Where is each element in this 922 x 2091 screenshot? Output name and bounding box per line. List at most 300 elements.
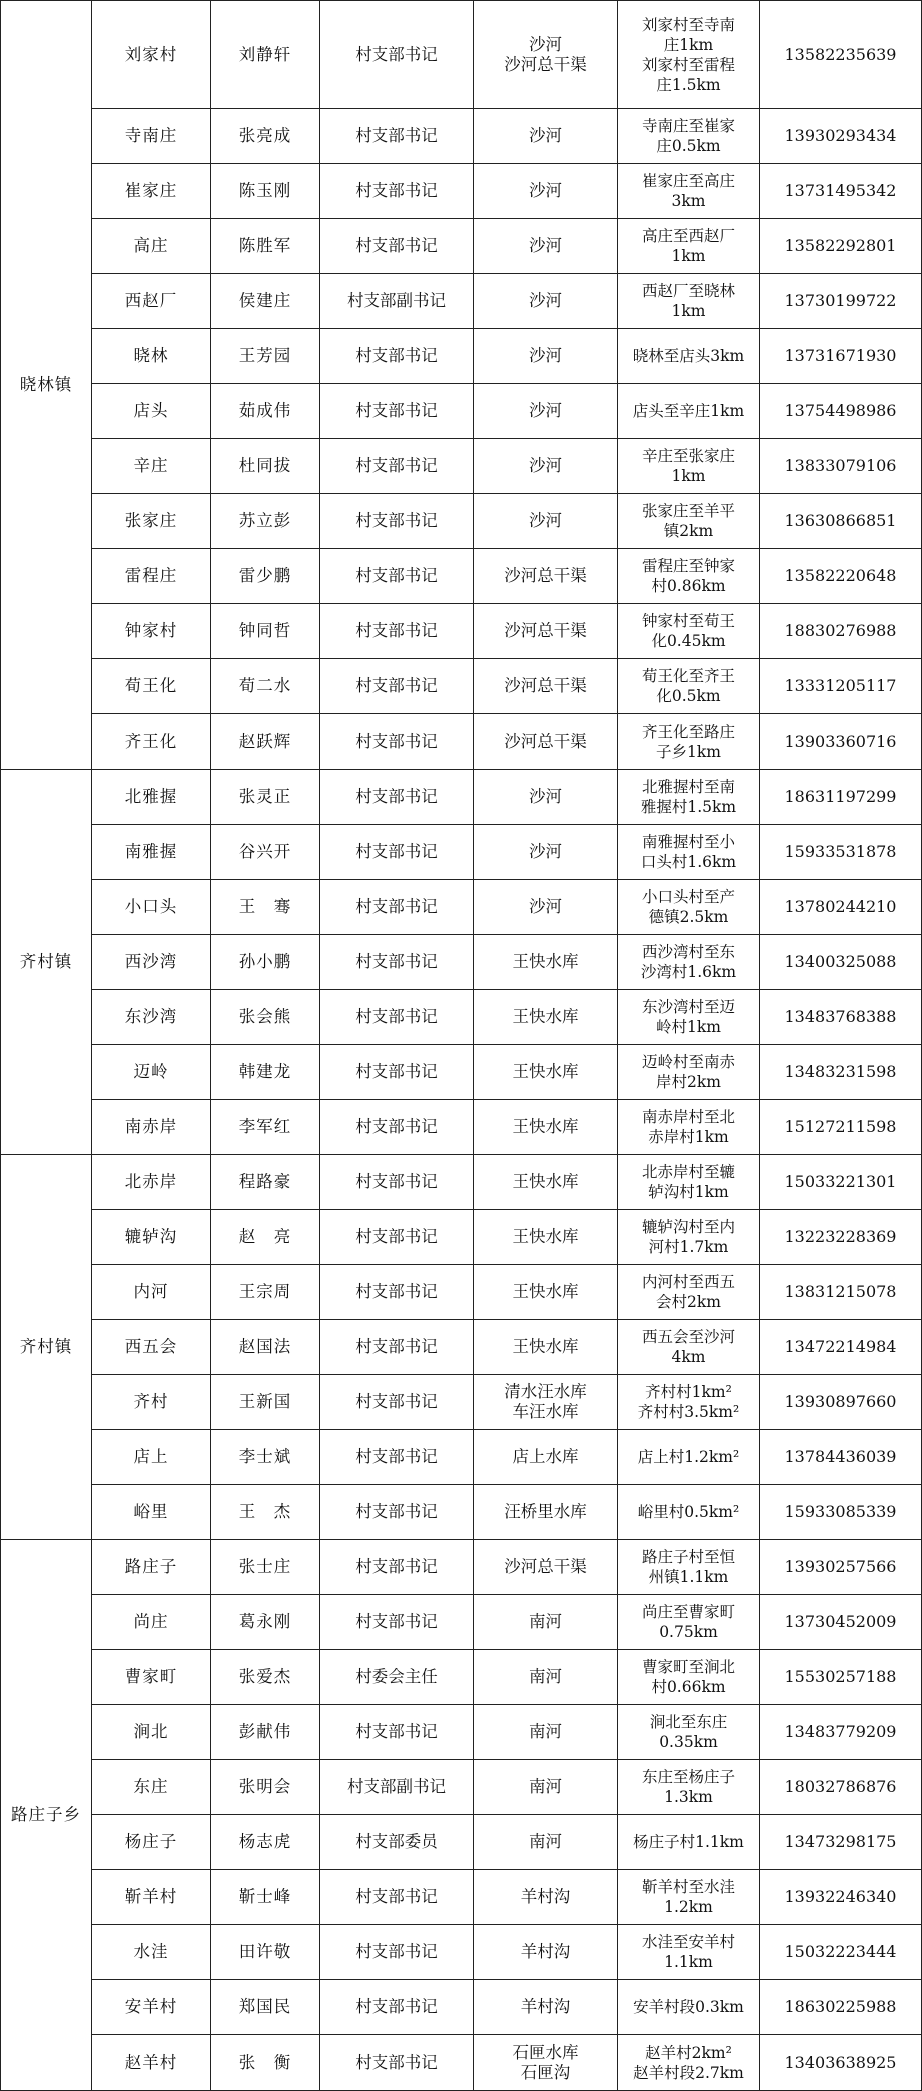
- distance-cell: [618, 1980, 760, 2035]
- name-cell: 王宗周: [211, 1265, 320, 1320]
- river-line: 王快水库: [512, 1282, 579, 1301]
- phone-cell: 13780244210: [760, 880, 922, 935]
- distance-line: 德镇2.5km: [648, 908, 729, 926]
- table-row: [1, 935, 922, 990]
- distance-line: 刘家村至雷程: [641, 55, 735, 74]
- position-cell: 村支部书记: [320, 1265, 474, 1320]
- distance-line: 崔家庄至高庄: [641, 172, 735, 190]
- river-line: 沙河: [529, 401, 562, 420]
- position-cell: 村支部书记: [320, 219, 474, 274]
- name-cell: 张爱杰: [211, 1650, 320, 1705]
- table-row: [1, 1210, 922, 1265]
- river-cell: [474, 1485, 618, 1540]
- distance-line: 西五会至沙河: [641, 1328, 735, 1346]
- table-row: [1, 1650, 922, 1705]
- river-line: 王快水库: [512, 1062, 579, 1081]
- position-cell: 村支部副书记: [320, 1760, 474, 1815]
- village-cell: 钟家村: [92, 604, 211, 659]
- table-row: [1, 494, 922, 549]
- name-cell: 侯建庄: [211, 274, 320, 329]
- distance-cell: [618, 219, 760, 274]
- position-cell: 村支部书记: [320, 1925, 474, 1980]
- river-line: 王快水库: [512, 952, 579, 971]
- village-cell: 赵羊村: [92, 2035, 211, 2091]
- table-row: [1, 219, 922, 274]
- table-row: [1, 1, 922, 109]
- name-cell: 张士庄: [211, 1540, 320, 1595]
- distance-cell: [618, 825, 760, 880]
- name-cell: 王芳园: [211, 329, 320, 384]
- distance-cell: [618, 1375, 760, 1430]
- phone-cell: 18032786876: [760, 1760, 922, 1815]
- distance-line: 安羊村段0.3km: [633, 1998, 744, 2016]
- village-cell: 水洼: [92, 1925, 211, 1980]
- distance-line: 内河村至西五: [641, 1273, 735, 1291]
- position-cell: 村支部书记: [320, 439, 474, 494]
- river-line: 南河: [529, 1667, 562, 1686]
- distance-line: 杨庄子村1.1km: [633, 1833, 744, 1851]
- distance-line: 4km: [671, 1348, 706, 1366]
- phone-cell: 13930897660: [760, 1375, 922, 1430]
- village-cell: 涧北: [92, 1705, 211, 1760]
- village-cell: 晓林: [92, 329, 211, 384]
- village-cell: 荀王化: [92, 659, 211, 714]
- distance-cell: [618, 109, 760, 164]
- town-cell: 路庄子乡: [1, 1540, 92, 2091]
- town-cell: 齐村镇: [1, 770, 92, 1155]
- name-cell: 田许敬: [211, 1925, 320, 1980]
- position-cell: 村支部书记: [320, 1485, 474, 1540]
- distance-line: 3km: [671, 192, 706, 210]
- position-cell: 村支部书记: [320, 1430, 474, 1485]
- distance-line: 1.2km: [664, 1898, 713, 1916]
- phone-cell: 13930293434: [760, 109, 922, 164]
- distance-line: 东沙湾村至迈: [641, 998, 735, 1016]
- river-line: 沙河总干渠: [504, 1557, 587, 1576]
- position-cell: 村支部书记: [320, 880, 474, 935]
- river-cell: [474, 274, 618, 329]
- river-line: 石匣水库: [512, 2042, 579, 2062]
- distance-cell: [618, 604, 760, 659]
- river-cell: [474, 990, 618, 1045]
- river-cell: [474, 604, 618, 659]
- name-cell: 杜同拔: [211, 439, 320, 494]
- river-cell: [474, 1540, 618, 1595]
- river-line: 沙河: [529, 346, 562, 365]
- name-cell: 王 骞: [211, 880, 320, 935]
- river-cell: [474, 2035, 618, 2091]
- distance-line: 南雅握村至小: [641, 833, 735, 851]
- position-cell: 村支部书记: [320, 1100, 474, 1155]
- village-cell: 小口头: [92, 880, 211, 935]
- river-cell: [474, 825, 618, 880]
- name-cell: 王 杰: [211, 1485, 320, 1540]
- phone-cell: 13903360716: [760, 714, 922, 770]
- distance-line: 齐村村3.5km²: [637, 1403, 740, 1421]
- table-row: [1, 109, 922, 164]
- village-cell: 辘轳沟: [92, 1210, 211, 1265]
- distance-line: 村0.86km: [651, 577, 726, 595]
- name-cell: 茹成伟: [211, 384, 320, 439]
- distance-line: 齐村村1km²: [645, 1383, 732, 1401]
- position-cell: 村支部书记: [320, 384, 474, 439]
- table-row: [1, 164, 922, 219]
- table-row: [1, 329, 922, 384]
- river-cell: [474, 549, 618, 604]
- distance-line: 庄0.5km: [656, 137, 721, 155]
- position-cell: 村支部书记: [320, 935, 474, 990]
- phone-cell: 13223228369: [760, 1210, 922, 1265]
- river-cell: [474, 1, 618, 109]
- distance-line: 沙湾村1.6km: [640, 963, 737, 981]
- name-cell: 陈胜军: [211, 219, 320, 274]
- distance-cell: [618, 659, 760, 714]
- distance-line: 晓林至店头3km: [632, 347, 745, 365]
- distance-line: 村0.66km: [651, 1678, 726, 1696]
- distance-cell: [618, 1760, 760, 1815]
- river-line: 沙河: [529, 34, 562, 54]
- distance-line: 河村1.7km: [648, 1238, 729, 1256]
- position-cell: 村支部书记: [320, 164, 474, 219]
- river-cell: [474, 1320, 618, 1375]
- river-cell: [474, 219, 618, 274]
- village-cell: 路庄子: [92, 1540, 211, 1595]
- village-cell: 曹家町: [92, 1650, 211, 1705]
- river-line: 沙河: [529, 511, 562, 530]
- river-cell: [474, 1430, 618, 1485]
- table-row: [1, 1155, 922, 1210]
- distance-line: 赵羊村2km²: [645, 2043, 732, 2062]
- phone-cell: 13331205117: [760, 659, 922, 714]
- table-row: [1, 770, 922, 825]
- village-cell: 南雅握: [92, 825, 211, 880]
- village-cell: 辛庄: [92, 439, 211, 494]
- distance-cell: [618, 1595, 760, 1650]
- phone-cell: 15033221301: [760, 1155, 922, 1210]
- distance-line: 刘家村至寺南: [641, 15, 735, 34]
- name-cell: 赵国法: [211, 1320, 320, 1375]
- table-row: [1, 604, 922, 659]
- river-line: 沙河总干渠: [504, 731, 587, 751]
- phone-cell: 18631197299: [760, 770, 922, 825]
- river-cell: [474, 1760, 618, 1815]
- position-cell: 村支部书记: [320, 109, 474, 164]
- position-cell: 村支部书记: [320, 1705, 474, 1760]
- distance-line: 荀王化至齐王: [641, 667, 735, 685]
- river-cell: [474, 1870, 618, 1925]
- river-cell: [474, 1155, 618, 1210]
- river-line: 沙河总干渠: [504, 676, 587, 695]
- village-cell: 峪里: [92, 1485, 211, 1540]
- name-cell: 郑国民: [211, 1980, 320, 2035]
- phone-cell: 13582292801: [760, 219, 922, 274]
- name-cell: 雷少鹏: [211, 549, 320, 604]
- distance-cell: [618, 274, 760, 329]
- distance-cell: [618, 1430, 760, 1485]
- phone-cell: 13472214984: [760, 1320, 922, 1375]
- table-row: [1, 1925, 922, 1980]
- position-cell: 村支部书记: [320, 1540, 474, 1595]
- position-cell: 村支部书记: [320, 1155, 474, 1210]
- river-line: 南河: [529, 1832, 562, 1851]
- position-cell: 村支部书记: [320, 714, 474, 770]
- river-cell: [474, 1650, 618, 1705]
- phone-cell: 13731671930: [760, 329, 922, 384]
- village-cell: 靳羊村: [92, 1870, 211, 1925]
- phone-cell: 13483231598: [760, 1045, 922, 1100]
- distance-line: 庄1.5km: [656, 75, 721, 94]
- position-cell: 村支部书记: [320, 549, 474, 604]
- table-row: [1, 549, 922, 604]
- river-line: 王快水库: [512, 1117, 579, 1136]
- phone-cell: 15032223444: [760, 1925, 922, 1980]
- phone-cell: 13473298175: [760, 1815, 922, 1870]
- village-cell: 齐王化: [92, 714, 211, 770]
- phone-cell: 13582220648: [760, 549, 922, 604]
- position-cell: 村支部委员: [320, 1815, 474, 1870]
- distance-line: 张家庄至羊平: [641, 502, 735, 520]
- name-cell: 王新国: [211, 1375, 320, 1430]
- name-cell: 张明会: [211, 1760, 320, 1815]
- river-line: 王快水库: [512, 1337, 579, 1356]
- distance-line: 东庄至杨庄子: [641, 1768, 735, 1786]
- position-cell: 村支部书记: [320, 1870, 474, 1925]
- distance-cell: [618, 1870, 760, 1925]
- distance-line: 雅握村1.5km: [640, 798, 737, 816]
- distance-line: 店头至辛庄1km: [632, 402, 745, 420]
- distance-cell: [618, 1540, 760, 1595]
- distance-line: 小口头村至产: [641, 888, 735, 906]
- village-cell: 南赤岸: [92, 1100, 211, 1155]
- river-cell: [474, 329, 618, 384]
- table-row: [1, 825, 922, 880]
- distance-line: 钟家村至荀王: [641, 612, 735, 630]
- village-cell: 东庄: [92, 1760, 211, 1815]
- table-row: [1, 1320, 922, 1375]
- phone-cell: 15127211598: [760, 1100, 922, 1155]
- table-row: [1, 274, 922, 329]
- village-cell: 安羊村: [92, 1980, 211, 2035]
- village-cell: 东沙湾: [92, 990, 211, 1045]
- distance-line: 靳羊村至水洼: [641, 1878, 735, 1896]
- distance-line: 店上村1.2km²: [637, 1448, 740, 1466]
- position-cell: 村支部书记: [320, 1595, 474, 1650]
- name-cell: 韩建龙: [211, 1045, 320, 1100]
- position-cell: 村支部书记: [320, 1, 474, 109]
- table-row: [1, 1375, 922, 1430]
- distance-line: 0.35km: [659, 1733, 718, 1751]
- table-row: [1, 880, 922, 935]
- table-row: [1, 439, 922, 494]
- river-cell: [474, 714, 618, 770]
- name-cell: 靳士峰: [211, 1870, 320, 1925]
- phone-cell: 13831215078: [760, 1265, 922, 1320]
- name-cell: 苏立彭: [211, 494, 320, 549]
- village-cell: 尚庄: [92, 1595, 211, 1650]
- name-cell: 葛永刚: [211, 1595, 320, 1650]
- table-row: [1, 714, 922, 770]
- distance-cell: [618, 384, 760, 439]
- village-cell: 寺南庄: [92, 109, 211, 164]
- river-line: 沙河总干渠: [504, 54, 587, 74]
- phone-cell: 13730452009: [760, 1595, 922, 1650]
- distance-line: 0.75km: [659, 1623, 718, 1641]
- distance-line: 北赤岸村至辘: [641, 1163, 735, 1181]
- river-cell: [474, 1595, 618, 1650]
- distance-line: 口头村1.6km: [640, 853, 737, 871]
- distance-cell: [618, 1485, 760, 1540]
- distance-cell: [618, 935, 760, 990]
- name-cell: 孙小鹏: [211, 935, 320, 990]
- table-row: [1, 1815, 922, 1870]
- village-cell: 店上: [92, 1430, 211, 1485]
- river-cell: [474, 1815, 618, 1870]
- distance-line: 路庄子村至恒: [641, 1548, 735, 1566]
- river-line: 汪桥里水库: [504, 1502, 587, 1521]
- distance-line: 涧北至东庄: [649, 1713, 728, 1731]
- river-cell: [474, 1705, 618, 1760]
- river-line: 沙河: [529, 126, 562, 145]
- village-cell: 店头: [92, 384, 211, 439]
- distance-line: 1km: [671, 302, 706, 320]
- distance-line: 赤岸村1km: [648, 1128, 729, 1146]
- town-cell: 晓林镇: [1, 1, 92, 770]
- village-cell: 刘家村: [92, 1, 211, 109]
- village-cell: 齐村: [92, 1375, 211, 1430]
- river-line: 沙河: [529, 897, 562, 916]
- village-cell: 西沙湾: [92, 935, 211, 990]
- position-cell: 村支部书记: [320, 494, 474, 549]
- position-cell: 村支部书记: [320, 659, 474, 714]
- river-line: 南河: [529, 1612, 562, 1631]
- river-line: 沙河总干渠: [504, 566, 587, 585]
- position-cell: 村支部副书记: [320, 274, 474, 329]
- river-line: 王快水库: [512, 1007, 579, 1026]
- phone-cell: 13483768388: [760, 990, 922, 1045]
- river-line: 王快水库: [512, 1172, 579, 1191]
- river-line: 沙河: [529, 456, 562, 475]
- table-row: [1, 1540, 922, 1595]
- distance-cell: [618, 549, 760, 604]
- distance-line: 西赵厂至晓林: [641, 282, 735, 300]
- distance-cell: [618, 1, 760, 109]
- river-cell: [474, 494, 618, 549]
- river-cell: [474, 164, 618, 219]
- phone-cell: 13582235639: [760, 1, 922, 109]
- name-cell: 李士斌: [211, 1430, 320, 1485]
- village-cell: 崔家庄: [92, 164, 211, 219]
- river-cell: [474, 1375, 618, 1430]
- table-row: [1, 1430, 922, 1485]
- position-cell: 村支部书记: [320, 604, 474, 659]
- distance-line: 1.3km: [664, 1788, 713, 1806]
- river-cell: [474, 770, 618, 825]
- distance-cell: [618, 164, 760, 219]
- river-line: 清水汪水库: [504, 1382, 587, 1401]
- distance-cell: [618, 1705, 760, 1760]
- distance-line: 高庄至西赵厂: [641, 227, 735, 245]
- name-cell: 荀二水: [211, 659, 320, 714]
- phone-cell: 13833079106: [760, 439, 922, 494]
- river-line: 沙河: [529, 291, 562, 310]
- table-row: [1, 1265, 922, 1320]
- table-row: [1, 1870, 922, 1925]
- name-cell: 杨志虎: [211, 1815, 320, 1870]
- distance-line: 会村2km: [656, 1293, 721, 1311]
- village-cell: 西赵厂: [92, 274, 211, 329]
- distance-line: 迈岭村至南赤: [641, 1053, 735, 1071]
- table-row: [1, 1760, 922, 1815]
- distance-line: 1km: [671, 247, 706, 265]
- village-cell: 高庄: [92, 219, 211, 274]
- distance-line: 曹家町至涧北: [641, 1658, 735, 1676]
- distance-cell: [618, 1265, 760, 1320]
- river-cell: [474, 1100, 618, 1155]
- table-row: [1, 1980, 922, 2035]
- name-cell: 程路豪: [211, 1155, 320, 1210]
- distance-cell: [618, 880, 760, 935]
- name-cell: 钟同哲: [211, 604, 320, 659]
- distance-line: 赵羊村段2.7km: [633, 2063, 744, 2082]
- river-line: 沙河总干渠: [504, 621, 587, 640]
- village-cell: 张家庄: [92, 494, 211, 549]
- phone-cell: 13932246340: [760, 1870, 922, 1925]
- name-cell: 张亮成: [211, 109, 320, 164]
- distance-line: 轳沟村1km: [648, 1183, 729, 1201]
- position-cell: 村委会主任: [320, 1650, 474, 1705]
- position-cell: 村支部书记: [320, 990, 474, 1045]
- river-line: 羊村沟: [520, 1942, 571, 1961]
- river-cell: [474, 659, 618, 714]
- distance-line: 1km: [671, 467, 706, 485]
- river-line: 沙河: [529, 181, 562, 200]
- river-cell: [474, 1045, 618, 1100]
- position-cell: 村支部书记: [320, 825, 474, 880]
- phone-cell: 13403638925: [760, 2035, 922, 2091]
- river-cell: [474, 1980, 618, 2035]
- table-row: [1, 659, 922, 714]
- village-cell: 北雅握: [92, 770, 211, 825]
- distance-cell: [618, 1815, 760, 1870]
- distance-line: 齐王化至路庄: [641, 722, 735, 741]
- river-line: 石匣沟: [520, 2062, 571, 2082]
- phone-cell: 15530257188: [760, 1650, 922, 1705]
- distance-line: 岸村2km: [656, 1073, 721, 1091]
- distance-line: 寺南庄至崔家: [641, 117, 735, 135]
- table-row: [1, 1045, 922, 1100]
- table-row: [1, 2035, 922, 2091]
- phone-cell: 13784436039: [760, 1430, 922, 1485]
- distance-line: 州镇1.1km: [648, 1568, 729, 1586]
- river-cell: [474, 880, 618, 935]
- river-line: 南河: [529, 1777, 562, 1796]
- river-line: 沙河: [529, 842, 562, 861]
- distance-line: 尚庄至曹家町: [641, 1603, 735, 1621]
- distance-cell: [618, 1210, 760, 1265]
- table-row: [1, 1595, 922, 1650]
- distance-cell: [618, 714, 760, 770]
- name-cell: 张会熊: [211, 990, 320, 1045]
- river-cell: [474, 1925, 618, 1980]
- name-cell: 张 衡: [211, 2035, 320, 2091]
- distance-line: 峪里村0.5km²: [637, 1503, 740, 1521]
- phone-cell: 15933085339: [760, 1485, 922, 1540]
- phone-cell: 18630225988: [760, 1980, 922, 2035]
- distance-line: 岭村1km: [656, 1018, 721, 1036]
- name-cell: 张灵正: [211, 770, 320, 825]
- river-cell: [474, 1210, 618, 1265]
- distance-line: 1.1km: [664, 1953, 713, 1971]
